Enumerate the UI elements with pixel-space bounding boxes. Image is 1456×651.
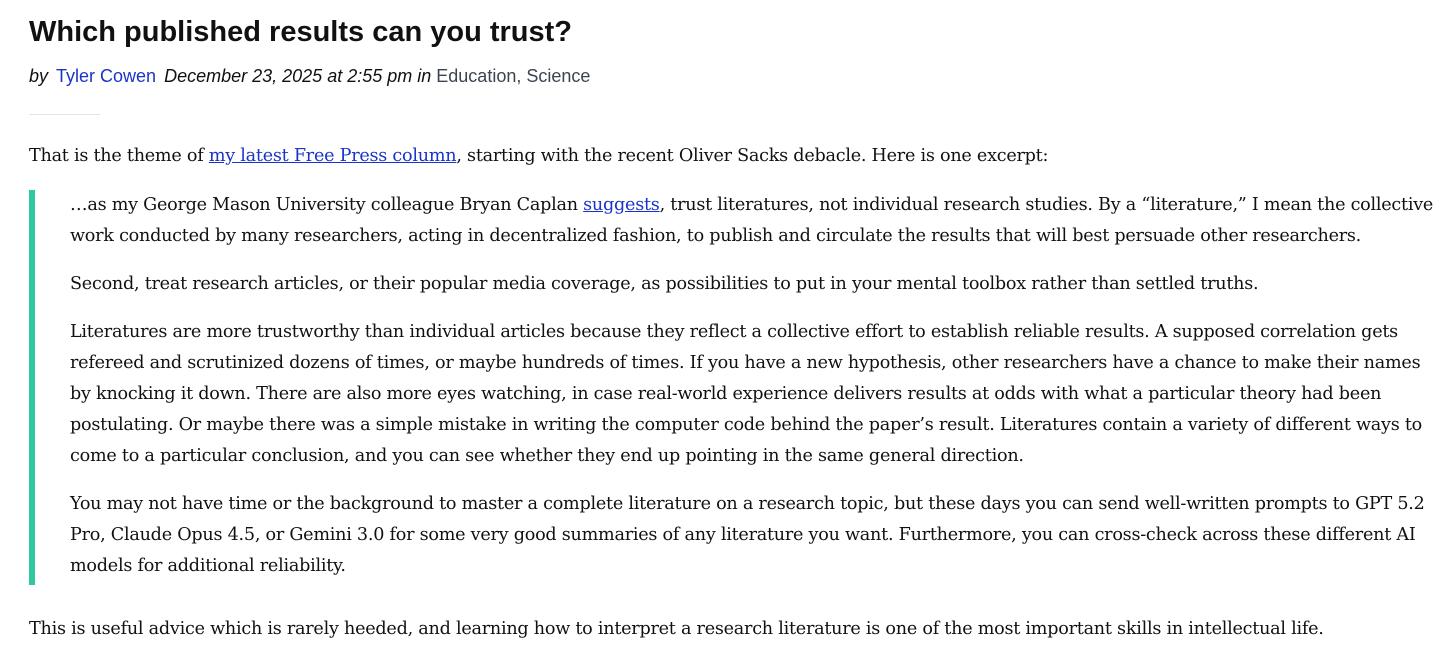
- byline-by: by: [29, 66, 49, 86]
- author-link[interactable]: Tyler Cowen: [56, 66, 157, 86]
- excerpt-blockquote: [29, 190, 1437, 585]
- intro-paragraph: [29, 141, 1048, 171]
- category-link-science[interactable]: Science: [526, 66, 591, 86]
- suggests-link[interactable]: suggests: [583, 195, 660, 215]
- quote-paragraph-4: You may not have time or the background to master a complete literature on a research topic, but these days you can send well-written prompts to GPT 5.2 Pro, Claude Opus 4.5, or Gemini 3.0 for some very good summaries of any literature you want. Furthermore, you can cross-check across these different AI models for additional reliability.: [70, 494, 1425, 576]
- quote-p1-before: …as my George Mason University colleague Bryan Caplan: [70, 195, 584, 215]
- byline: [29, 63, 590, 89]
- intro-text-before: That is the theme of: [29, 146, 209, 166]
- divider: [29, 114, 100, 115]
- free-press-column-link[interactable]: my latest Free Press column: [208, 146, 457, 166]
- category-link-education[interactable]: Education: [436, 66, 517, 86]
- quote-paragraph-3: Literatures are more trustworthy than individual articles because they reflect a collective effort to establish reliable results. A supposed correlation gets refereed and scrutinized dozens of times, or maybe hundreds of times. If you have a new hypothesis, other researchers have a chance to make their names by knocking it down. There are also more eyes watching, in case real-world experience delivers results at odds with what a particular theory had been postulating. Or maybe there was a simple mistake in writing the computer code behind the paper’s result. Literatures contain a variety of different ways to come to a particular conclusion, and you can see whether they end up pointing in the same general direction.: [70, 322, 1422, 466]
- quote-paragraph-2: Second, treat research articles, or their popular media coverage, as possibilities to put in your mental toolbox rather than settled truths.: [70, 274, 1259, 294]
- category-separator: ,: [516, 66, 522, 86]
- post-title: Which published results can you trust?: [29, 16, 572, 48]
- intro-text-after: , starting with the recent Oliver Sacks debacle. Here is one excerpt:: [456, 146, 1049, 166]
- closing-paragraph: This is useful advice which is rarely heeded, and learning how to interpret a research literature is one of the most important skills in intellectual life.: [29, 619, 1324, 639]
- quote-paragraph-1: [70, 190, 1437, 252]
- post-date: December 23, 2025 at 2:55 pm in: [164, 66, 432, 86]
- quote-p1-after: , trust literatures, not individual research studies. By a “literature,” I mean the collective work conducted by many researchers, acting in decentralized fashion, to publish and circulate the results that will best persuade other researchers.: [70, 195, 1434, 246]
